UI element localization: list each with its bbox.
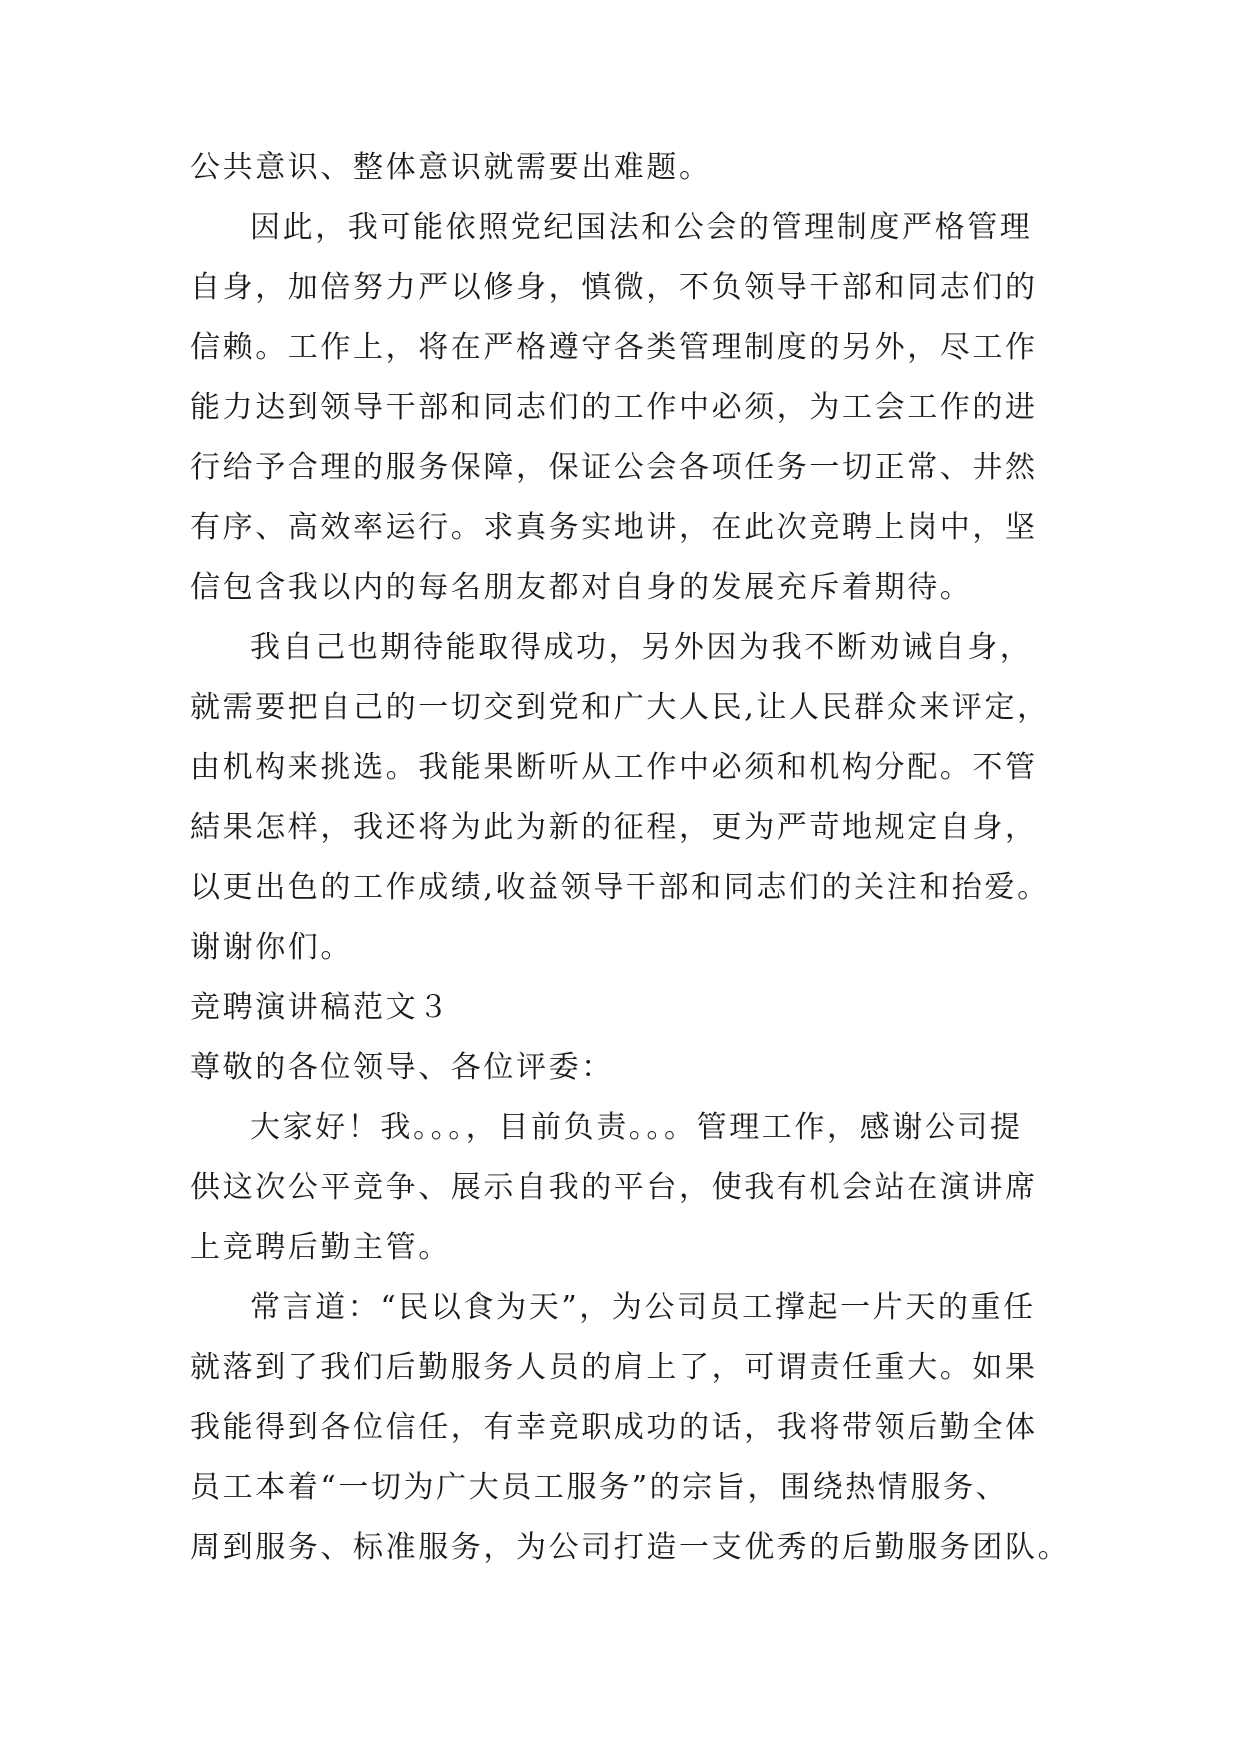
salutation: 尊敬的各位领导、各位评委： xyxy=(190,1050,614,1085)
text-line: 上竞聘后勤主管。 xyxy=(190,1230,451,1265)
paragraph-start-line: 我自己也期待能取得成功，另外因为我不断劝诫自身， xyxy=(250,630,1033,665)
paragraph-start-line: 因此，我可能依照党纪国法和公会的管理制度严格管理 xyxy=(250,210,1033,245)
section-heading: 竞聘演讲稿范文３ xyxy=(190,990,451,1025)
text-line: 信包含我以内的每名朋友都对自身的发展充斥着期待。 xyxy=(190,570,973,605)
text-line: 以更出色的工作成绩,收益领导干部和同志们的关注和抬爱。 xyxy=(190,870,1050,905)
text-line: 結果怎样，我还将为此为新的征程，更为严苛地规定自身， xyxy=(190,810,1038,845)
text-line: 由机构来挑选。我能果断听从工作中必须和机构分配。不管 xyxy=(190,750,1038,785)
text-line: 行给予合理的服务保障，保证公会各项任务一切正常、井然 xyxy=(190,450,1038,485)
text-line: 我能得到各位信任，有幸竞职成功的话，我将带领后勤全体 xyxy=(190,1410,1038,1445)
text-line: 有序、高效率运行。求真务实地讲，在此次竞聘上岗中，坚 xyxy=(190,510,1038,545)
text-line: 谢谢你们。 xyxy=(190,930,353,965)
paragraph-start-line: 大家好！我。。。，目前负责。。。管理工作，感谢公司提 xyxy=(250,1110,1023,1145)
text-line: 周到服务、标准服务，为公司打造一支优秀的后勤服务团队。 xyxy=(190,1530,1071,1565)
text-line: 公共意识、整体意识就需要出难题。 xyxy=(190,150,712,185)
text-line: 自身，加倍努力严以修身，慎微，不负领导干部和同志们的 xyxy=(190,270,1038,305)
text-line: 就需要把自己的一切交到党和广大人民,让人民群众来评定， xyxy=(190,690,1050,725)
text-line: 信赖。工作上，将在严格遵守各类管理制度的另外，尽工作 xyxy=(190,330,1038,365)
text-line: 供这次公平竞争、展示自我的平台，使我有机会站在演讲席 xyxy=(190,1170,1038,1205)
paragraph-start-line: 常言道：“民以食为天”，为公司员工撑起一片天的重任 xyxy=(250,1290,1036,1325)
text-line: 员工本着“一切为广大员工服务”的宗旨，围绕热情服务、 xyxy=(190,1470,1009,1505)
text-line: 就落到了我们后勤服务人员的肩上了，可谓责任重大。如果 xyxy=(190,1350,1038,1385)
text-line: 能力达到领导干部和同志们的工作中必须，为工会工作的进 xyxy=(190,390,1038,425)
